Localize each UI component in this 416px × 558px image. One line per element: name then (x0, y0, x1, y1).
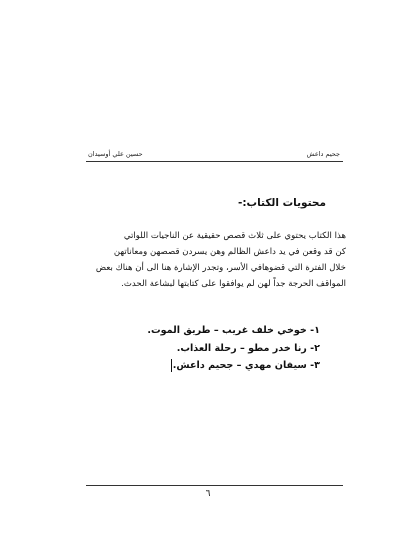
header-author: حسين علي أوسيدان (88, 150, 143, 158)
text-cursor (171, 359, 172, 372)
list-item (147, 357, 320, 375)
paragraph-line: كن قد وقعن في يد داعش الظالم وهن يسردن قصصهن ومعاناتهن (113, 247, 346, 257)
page-number: ٦ (205, 489, 211, 499)
header-book-title: جحيم داعش (306, 150, 340, 158)
paragraph-line: المواقف الحرجة جداً لهن لم يوافقوا على كتابتها لبشاعة الحدث. (121, 279, 346, 289)
list-item-text: ٣- سيفان مهدي – جحيم داعش. (172, 360, 320, 371)
running-header (88, 150, 340, 158)
contents-list (147, 322, 320, 375)
list-item: ٢- رنا خدر مطو – رحلة العذاب. (176, 342, 320, 354)
paragraph-line: خلال الفترة التي قضوهافي الأسر، وتجدر الإشارة هنا الى أن هناك بعض (95, 263, 346, 273)
header-divider (86, 161, 343, 162)
section-heading: محتويات الكتاب:- (237, 197, 326, 209)
footer-divider (86, 485, 343, 486)
list-item: ١- خوخي خلف غريب – طريق الموت. (147, 325, 320, 336)
paragraph-line: هذا الكتاب يحتوي على ثلاث قصص حقيقية عن الناجيات اللواتي (123, 231, 346, 241)
intro-paragraph (95, 228, 346, 292)
